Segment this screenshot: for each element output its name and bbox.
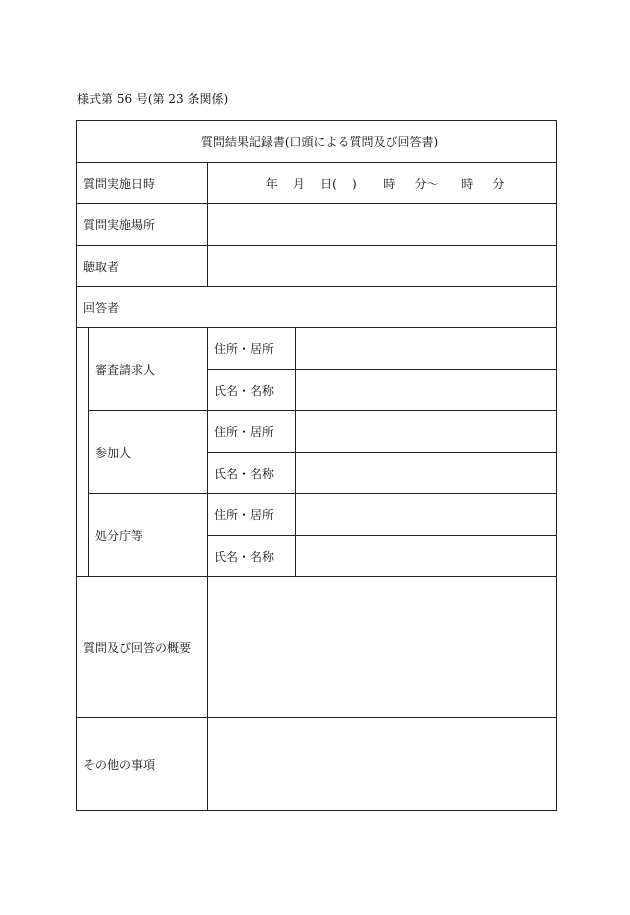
summary-field[interactable] xyxy=(208,577,557,718)
name-label: 氏名・名称 xyxy=(208,370,296,411)
participant-name-field[interactable] xyxy=(296,453,557,494)
claimant-name-field[interactable] xyxy=(296,370,557,411)
other-row xyxy=(77,718,557,811)
place-field[interactable] xyxy=(208,204,557,246)
party-name-claimant: 審査請求人 xyxy=(89,328,208,411)
datetime-row xyxy=(77,163,557,204)
other-label: その他の事項 xyxy=(77,718,208,811)
participant-address-field[interactable] xyxy=(296,411,557,453)
place-label: 質問実施場所 xyxy=(77,204,208,246)
form-number: 様式第 56 号(第 23 条関係) xyxy=(77,92,229,106)
respondent-label: 回答者 xyxy=(77,287,557,328)
summary-label: 質問及び回答の概要 xyxy=(77,577,208,718)
name-label: 氏名・名称 xyxy=(208,453,296,494)
party-name-participant: 参加人 xyxy=(89,411,208,494)
datetime-label: 質問実施日時 xyxy=(77,163,208,204)
party-address-row xyxy=(77,494,557,536)
agency-name-field[interactable] xyxy=(296,536,557,577)
name-label: 氏名・名称 xyxy=(208,536,296,577)
claimant-address-field[interactable] xyxy=(296,328,557,370)
listener-field[interactable] xyxy=(208,246,557,287)
datetime-field[interactable]: 年 月 日( ) 時 分～ 時 分 xyxy=(208,163,557,204)
record-form-table xyxy=(76,120,557,811)
agency-address-field[interactable] xyxy=(296,494,557,536)
form-title: 質問結果記録書(口頭による質問及び回答書) xyxy=(77,121,557,163)
party-name-agency: 処分庁等 xyxy=(89,494,208,577)
listener-row xyxy=(77,246,557,287)
respondent-indent xyxy=(77,328,89,577)
other-field[interactable] xyxy=(208,718,557,811)
address-label: 住所・居所 xyxy=(208,411,296,453)
listener-label: 聴取者 xyxy=(77,246,208,287)
party-address-row xyxy=(77,411,557,453)
address-label: 住所・居所 xyxy=(208,494,296,536)
place-row xyxy=(77,204,557,246)
respondent-row xyxy=(77,287,557,328)
address-label: 住所・居所 xyxy=(208,328,296,370)
summary-row xyxy=(77,577,557,718)
title-row xyxy=(77,121,557,163)
party-address-row xyxy=(77,328,557,370)
